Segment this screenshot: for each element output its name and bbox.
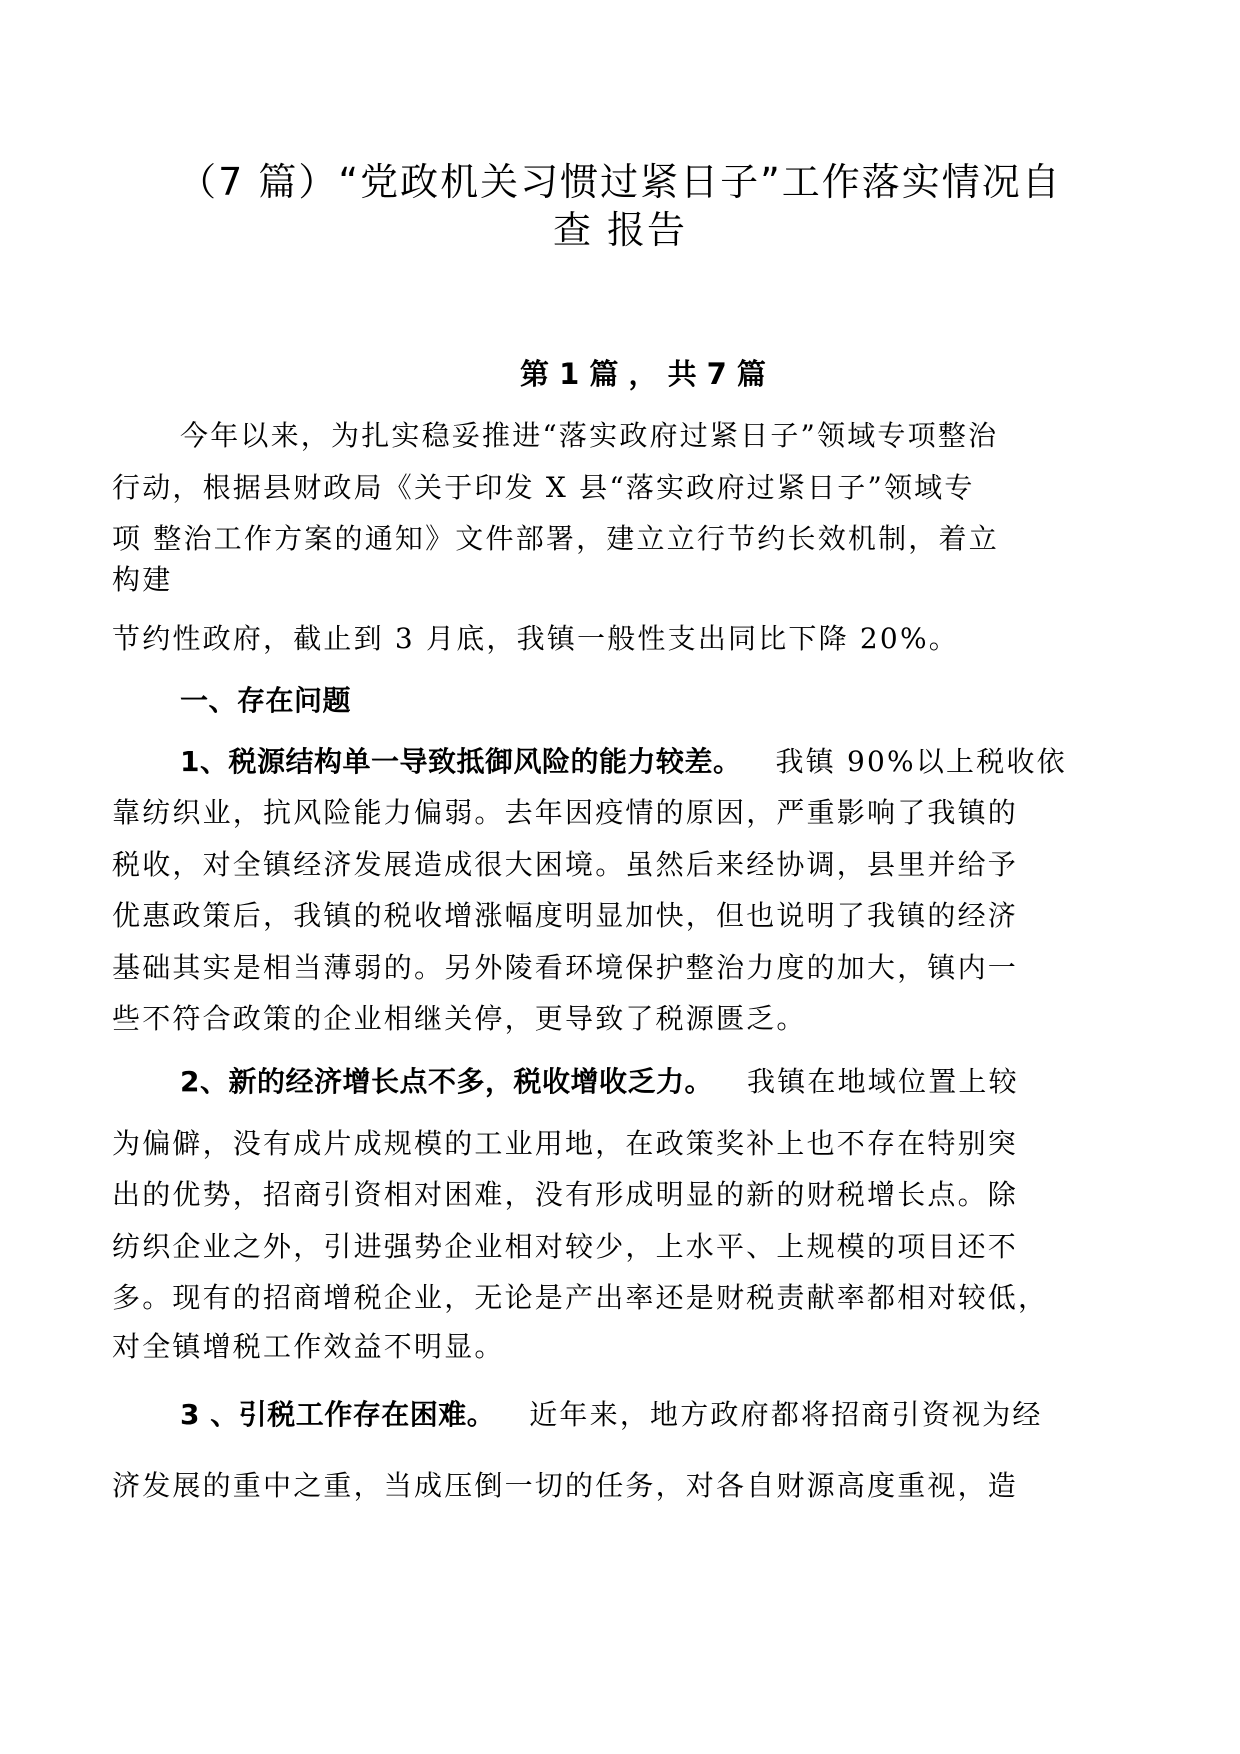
item-2-text: 我镇在地域位置上较 [747, 1065, 1019, 1098]
paragraph-line: 基础其实是相当薄弱的。另外陵看环境保护整治力度的加大，镇内一 [112, 951, 1019, 984]
paragraph-line: 多。现有的招商增税企业，无论是产出率还是财税责献率都相对较低， [112, 1281, 1049, 1314]
item-3-heading: 3 、引税工作存在困难。 [180, 1398, 496, 1431]
paragraph-line: 靠纺织业，抗风险能力偏弱。去年因疫情的原因，严重影响了我镇的 [112, 796, 1019, 829]
intro-line: 节约性政府，截止到 3 月底，我镇一般性支出同比下降 20%。 [112, 622, 959, 655]
item-1-first-line [180, 742, 1067, 782]
paragraph-line: 优惠政策后，我镇的税收增涨幅度明显加快，但也说明了我镇的经济 [112, 899, 1019, 932]
intro-line: 今年以来，为扎实稳妥推进“落实政府过紧日子”领域专项整治 [180, 419, 999, 452]
intro-line: 项 整治工作方案的通知》文件部署，建立立行节约长效机制，着立 [112, 522, 999, 555]
item-3-text: 近年来，地方政府都将招商引资视为经 [529, 1398, 1043, 1431]
paragraph-line: 税收，对全镇经济发展造成很大困境。虽然后来经协调，县里并给予 [112, 848, 1019, 881]
item-2-heading: 2、新的经济增长点不多，税收增收乏力。 [180, 1065, 713, 1098]
item-2-first-line [180, 1062, 1019, 1102]
document-title-line-1: （7 篇）“党政机关习惯过紧日子”工作落实情况自 [178, 160, 1062, 204]
intro-line: 行动，根据县财政局《关于印发 X 县“落实政府过紧日子”领域专 [112, 471, 975, 504]
item-3-first-line [180, 1395, 1043, 1435]
paragraph-line: 济发展的重中之重，当成压倒一切的任务，对各自财源高度重视，造 [112, 1469, 1019, 1502]
document-title-line-2: 查 报告 [552, 208, 688, 252]
paragraph-line: 纺织企业之外，引进强势企业相对较少，上水平、上规模的项目还不 [112, 1230, 1019, 1263]
paragraph-line: 些不符合政策的企业相继关停，更导致了税源匮乏。 [112, 1002, 807, 1035]
intro-line: 构建 [112, 563, 173, 596]
item-1-text: 我镇 90%以上税收依 [775, 745, 1067, 778]
part-indicator: 第 1 篇 ， 共 7 篇 [520, 357, 766, 391]
paragraph-line: 为偏僻，没有成片成规模的工业用地，在政策奖补上也不存在特别突 [112, 1127, 1019, 1160]
paragraph-line: 对全镇增税工作效益不明显。 [112, 1330, 505, 1363]
section-heading: 一、存在问题 [180, 684, 352, 717]
paragraph-line: 出的优势，招商引资相对困难，没有形成明显的新的财税增长点。除 [112, 1178, 1019, 1211]
item-1-heading: 1、税源结构单一导致抵御风险的能力较差。 [180, 745, 742, 778]
